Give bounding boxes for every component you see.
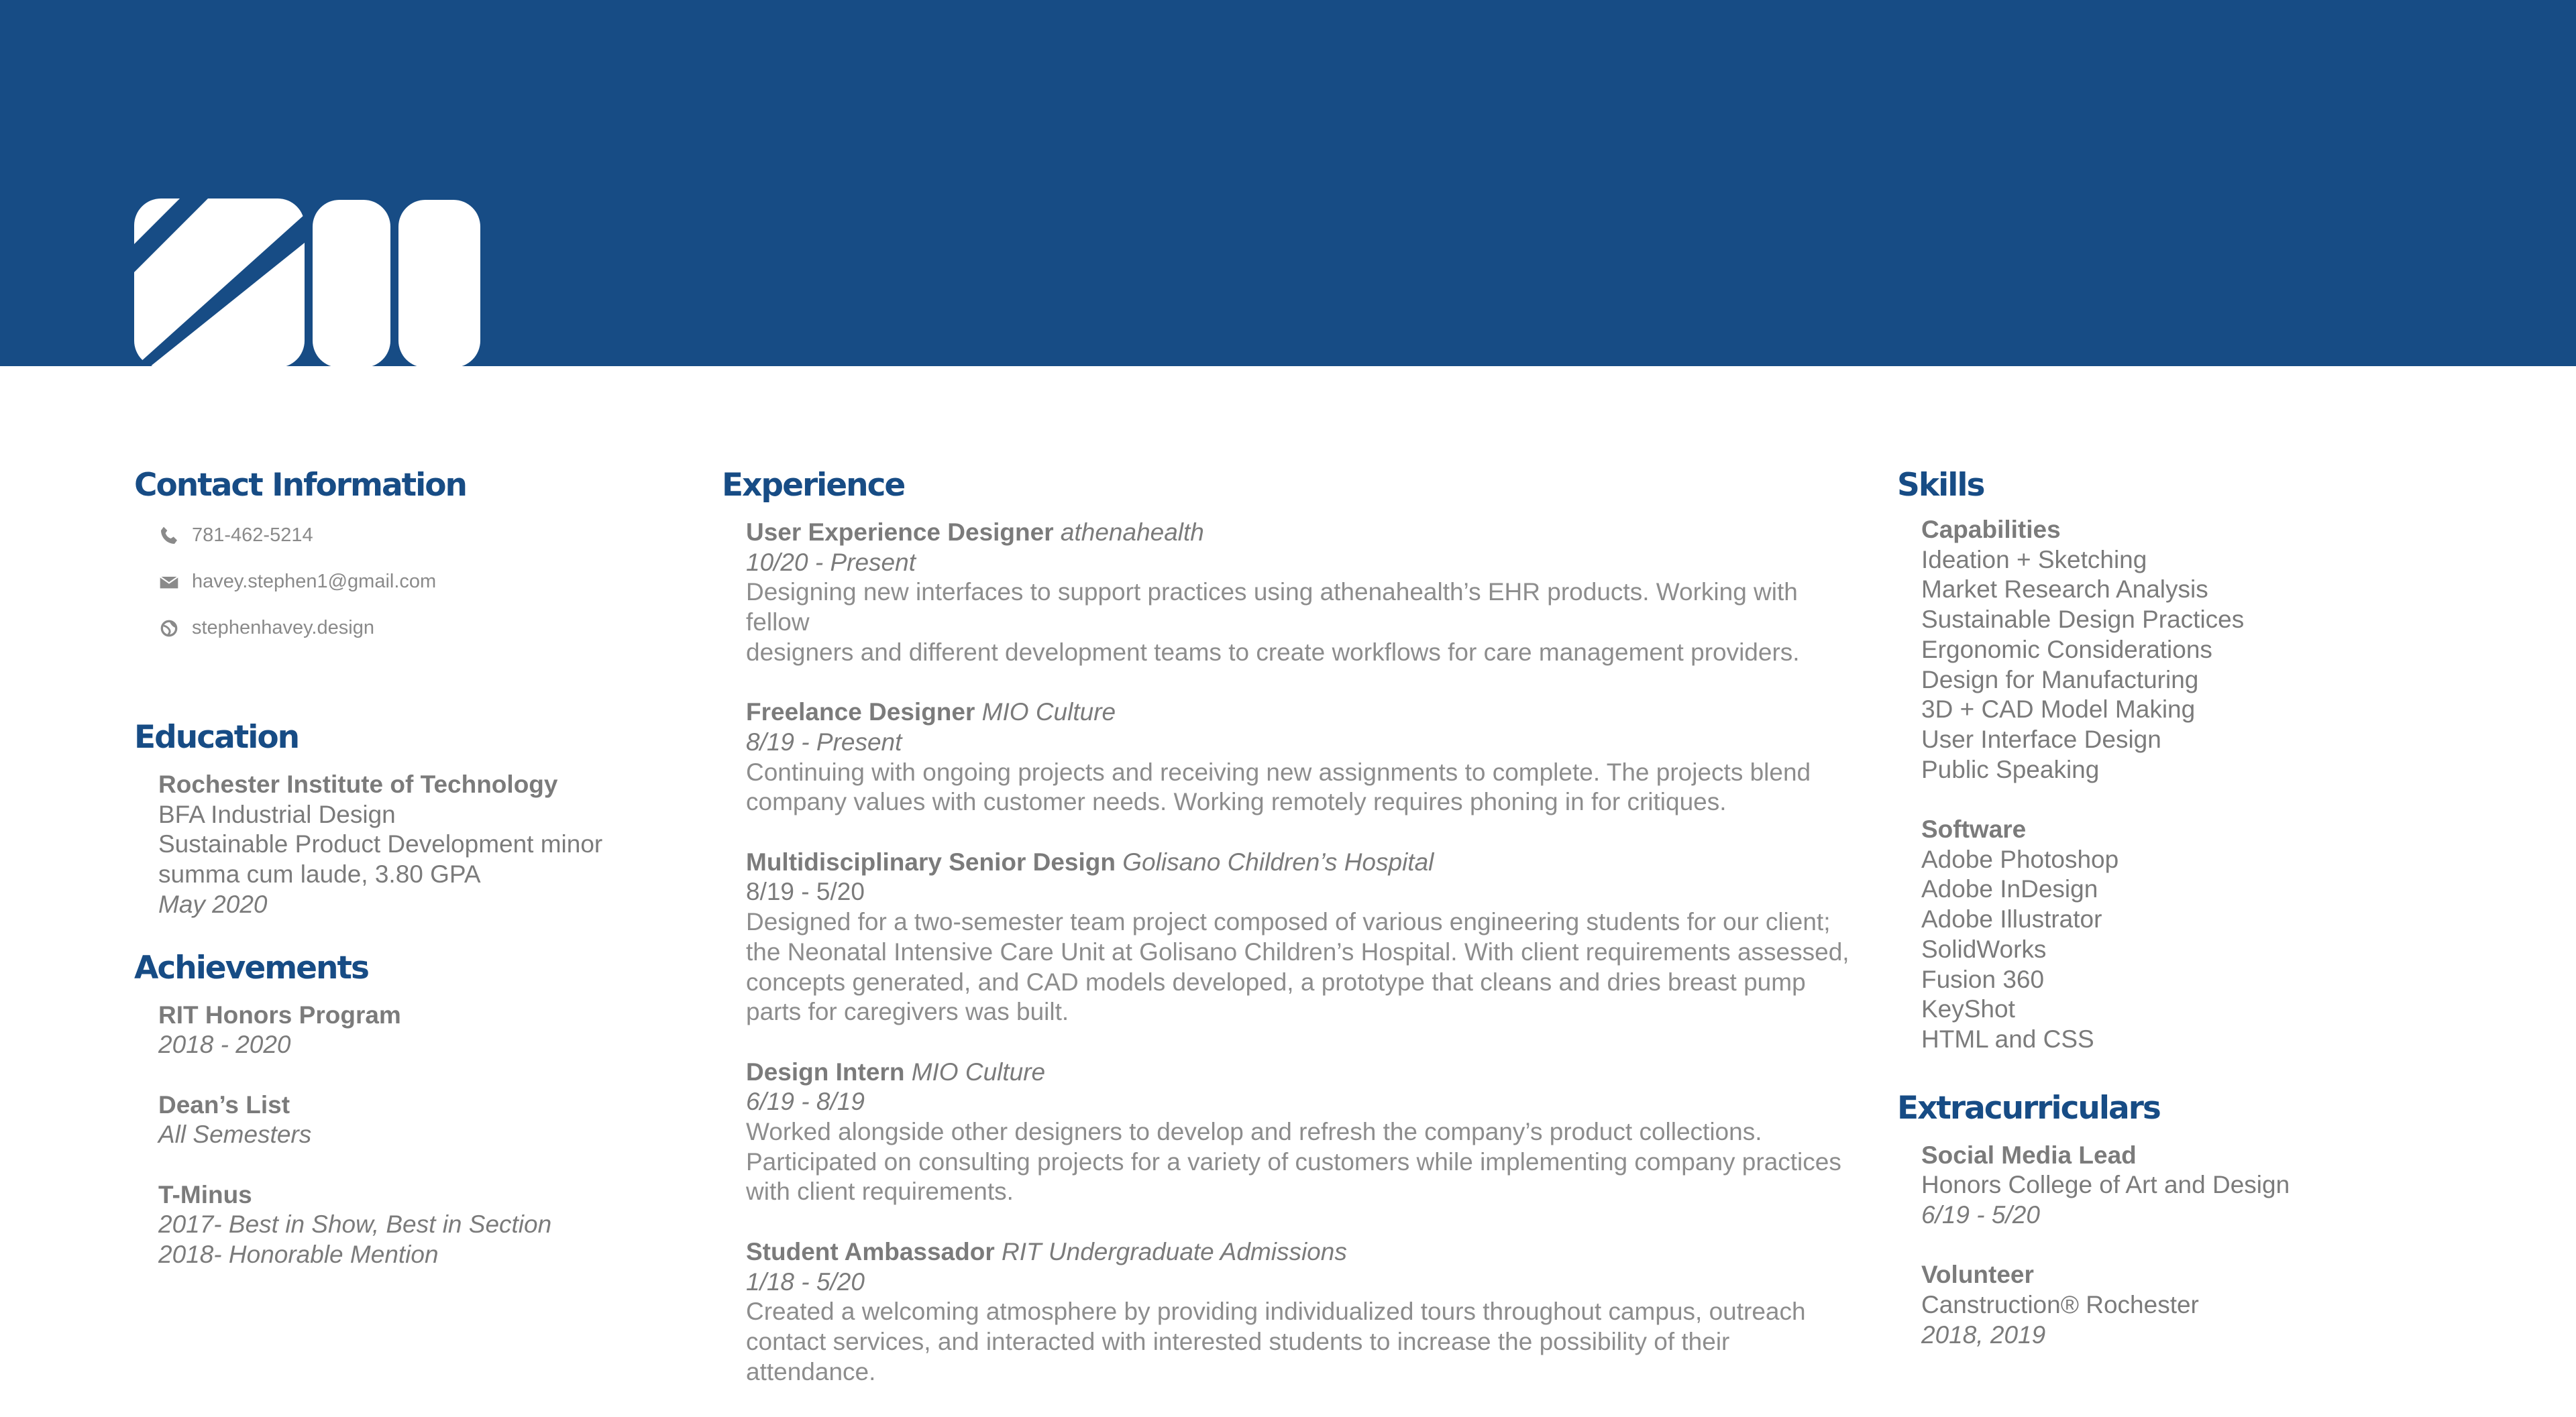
achievement-item: [158, 1001, 644, 1060]
extracurricular-item: [1921, 1141, 2501, 1231]
contact-phone[interactable]: [158, 512, 644, 559]
skill-item: Market Research Analysis: [1921, 575, 2208, 604]
skill-item: Ideation + Sketching: [1921, 545, 2147, 573]
middle-column: [722, 463, 1862, 1417]
experience-org: Golisano Children’s Hospital: [1122, 848, 1434, 876]
right-column: [1897, 463, 2501, 1351]
achievement-detail: 2018- Honorable Mention: [158, 1241, 439, 1269]
experience-desc-line: designers and different development teams to create workflows for care management providers.: [746, 638, 1800, 666]
capabilities-title: Capabilities: [1921, 516, 2061, 543]
experience-desc-line: Designed for a two-semester team project composed of various engineering students for our client;: [746, 908, 1831, 936]
left-column: [134, 463, 644, 1300]
experience-dates: 8/19 - 5/20: [746, 878, 865, 906]
software-item: Adobe Photoshop: [1921, 845, 2119, 873]
skill-item: Sustainable Design Practices: [1921, 606, 2245, 634]
experience-role: Multidisciplinary Senior Design: [746, 848, 1116, 876]
experience-dates: 8/19 - Present: [746, 728, 902, 756]
software-item: KeyShot: [1921, 995, 2015, 1023]
experience-desc-line: contact services, and interacted with interested students to increase the possibility of their attendance.: [746, 1327, 1730, 1385]
experience-item: [746, 518, 1862, 668]
achievement-name: RIT Honors Program: [158, 1001, 401, 1029]
achievement-detail: 2018 - 2020: [158, 1031, 291, 1059]
experience-item: [746, 1237, 1862, 1387]
experience-dates: 10/20 - Present: [746, 548, 916, 576]
extracurricular-org: Canstruction® Rochester: [1921, 1291, 2199, 1319]
experience-desc-line: with client requirements.: [746, 1178, 1014, 1206]
email-address: havey.stephen1@gmail.com: [192, 571, 437, 592]
sh-logo-icon: [134, 199, 480, 367]
extracurricular-name: Volunteer: [1921, 1261, 2034, 1289]
software-item: Fusion 360: [1921, 965, 2045, 993]
skill-item: Ergonomic Considerations: [1921, 635, 2212, 663]
experience-desc-line: concepts generated, and CAD models developed, a prototype that cleans and dries breast pump: [746, 968, 1806, 996]
experience-desc-line: parts for caregivers was built.: [746, 998, 1069, 1026]
experience-role: Design Intern: [746, 1058, 905, 1086]
education-degree: BFA Industrial Design: [158, 800, 396, 828]
experience-role: User Experience Designer: [746, 518, 1054, 546]
education-section-title: Education: [134, 719, 299, 756]
extracurricular-name: Social Media Lead: [1921, 1141, 2137, 1169]
contact-email[interactable]: [158, 559, 644, 605]
phone-icon: [158, 525, 180, 547]
software-item: SolidWorks: [1921, 935, 2047, 963]
achievements-block: [134, 1001, 644, 1270]
experience-desc-line: company values with customer needs. Working remotely requires phoning in for critiques.: [746, 788, 1727, 816]
education-honors: summa cum laude, 3.80 GPA: [158, 860, 481, 889]
experience-item: [746, 848, 1862, 1027]
software-group: [1921, 815, 2501, 1055]
experience-role: Student Ambassador: [746, 1237, 995, 1265]
extracurricular-item: [1921, 1260, 2501, 1350]
software-title: Software: [1921, 815, 2027, 844]
globe-icon: [158, 618, 180, 639]
education-minor: Sustainable Product Development minor: [158, 830, 603, 858]
experience-item: [746, 697, 1862, 817]
education-date: May 2020: [158, 890, 268, 918]
software-item: Adobe Illustrator: [1921, 905, 2102, 933]
achievement-detail: 2017- Best in Show, Best in Section: [158, 1210, 552, 1239]
skills-block: [1897, 515, 2501, 1055]
experience-desc-line: Continuing with ongoing projects and receiving new assignments to complete. The projects blend: [746, 758, 1811, 786]
mail-icon: [158, 571, 180, 593]
experience-desc-line: Participated on consulting projects for a variety of customers while implementing company practices: [746, 1147, 1841, 1176]
experience-org: RIT Undergraduate Admissions: [1002, 1237, 1347, 1265]
experience-dates: 1/18 - 5/20: [746, 1267, 865, 1296]
skills-section-title: Skills: [1897, 467, 1984, 504]
achievement-name: T-Minus: [158, 1180, 252, 1208]
skill-item: Design for Manufacturing: [1921, 665, 2199, 693]
skill-item: Public Speaking: [1921, 755, 2100, 783]
contact-section-title: Contact Information: [134, 467, 466, 504]
achievement-detail: All Semesters: [158, 1121, 312, 1149]
experience-item: [746, 1058, 1862, 1208]
extracurricular-date: 6/19 - 5/20: [1921, 1201, 2040, 1229]
education-school: Rochester Institute of Technology: [158, 771, 558, 798]
experience-org: athenahealth: [1060, 518, 1204, 546]
contact-website[interactable]: [158, 605, 644, 651]
website-url: stephenhavey.design: [192, 617, 374, 638]
experience-desc-line: the Neonatal Intensive Care Unit at Golisano Children’s Hospital. With client requirements assessed,: [746, 938, 1849, 966]
achievements-section-title: Achievements: [134, 949, 368, 986]
software-item: Adobe InDesign: [1921, 875, 2098, 903]
skill-item: User Interface Design: [1921, 725, 2161, 753]
contact-list: [134, 512, 644, 651]
extracurriculars-block: [1897, 1141, 2501, 1351]
experience-dates: 6/19 - 8/19: [746, 1088, 865, 1116]
extracurriculars-section-title: Extracurriculars: [1897, 1089, 2160, 1127]
phone-number: 781-462-5214: [192, 524, 313, 546]
capabilities-group: [1921, 515, 2501, 785]
achievement-item: [158, 1090, 644, 1150]
experience-block: [722, 518, 1862, 1387]
extracurricular-org: Honors College of Art and Design: [1921, 1171, 2290, 1199]
achievement-name: Dean’s List: [158, 1090, 290, 1119]
experience-section-title: Experience: [722, 467, 905, 504]
experience-desc-line: Created a welcoming atmosphere by providing individualized tours throughout campus, outreach: [746, 1298, 1806, 1326]
skill-item: 3D + CAD Model Making: [1921, 695, 2196, 724]
extracurricular-date: 2018, 2019: [1921, 1320, 2046, 1349]
achievement-item: [158, 1180, 644, 1270]
experience-org: MIO Culture: [981, 698, 1116, 726]
software-item: HTML and CSS: [1921, 1025, 2094, 1053]
experience-org: MIO Culture: [911, 1058, 1046, 1086]
experience-desc-line: Designing new interfaces to support practices using athenahealth’s EHR products. Working with fellow: [746, 578, 1798, 636]
experience-role: Freelance Designer: [746, 698, 975, 726]
education-block: [134, 770, 644, 920]
experience-desc-line: Worked alongside other designers to develop and refresh the company’s product collections.: [746, 1118, 1762, 1146]
